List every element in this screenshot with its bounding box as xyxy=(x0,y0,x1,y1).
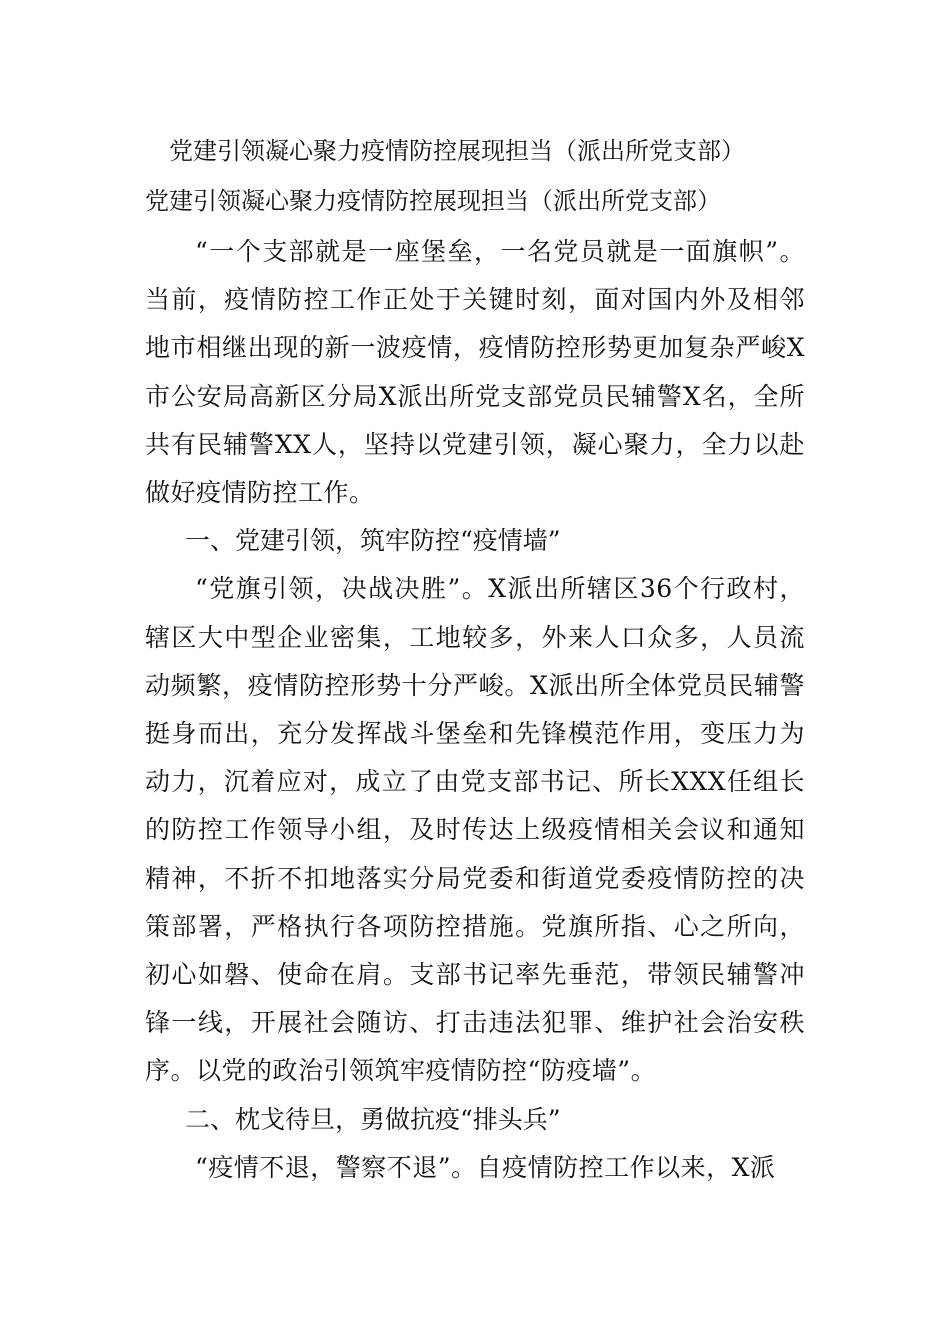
section-2-paragraph: “疫情不退，警察不退”。自疫情防控工作以来，X派 xyxy=(195,1152,776,1182)
intro-paragraph: “一个支部就是一座堡垒，一名党员就是一面旗帜”。当前，疫情防控工作正处于关键时刻，面对国内外及相邻地市相继出现的新一波疫情，疫情防控形势更加复杂严峻X市公安局高新区分局X派出所党支部党员民辅警X名，全所共有民辅警XX人，坚持以党建引领，凝心聚力，全力以赴做好疫情防控工作。 xyxy=(145,237,805,508)
document-body xyxy=(145,128,805,1192)
document-title-repeat: 党建引领凝心聚力疫情防控展现担当（派出所党支部） xyxy=(145,187,721,215)
section-heading-2: 二、枕戈待旦，勇做抗疫“排头兵” xyxy=(185,1104,561,1134)
document-title: 党建引领凝心聚力疫情防控展现担当（派出所党支部） xyxy=(169,137,745,165)
section-1-paragraph: “党旗引领，决战决胜”。X派出所辖区36个行政村，辖区大中型企业密集，工地较多，外来人口众多，人员流动频繁，疫情防控形势十分严峻。X派出所全体党员民辅警挺身而出，充分发挥战斗堡垒和先锋模范作用，变压力为动力，沉着应对，成立了由党支部书记、所长XXX任组长的防控工作领导小组，及时传达上级疫情相关会议和通知精神，不折不扣地落实分局党委和街道党委疫情防控的决策部署，严格执行各项防控措施。党旗所指、心之所向，初心如磐、使命在肩。支部书记率先垂范，带领民辅警冲锋一线，开展社会随访、打击违法犯罪、维护社会治安秩序。以党的政治引领筑牢疫情防控“防疫墙”。 xyxy=(145,574,805,1086)
section-heading-1: 一、党建引领，筑牢防控“疫情墙” xyxy=(185,526,561,556)
